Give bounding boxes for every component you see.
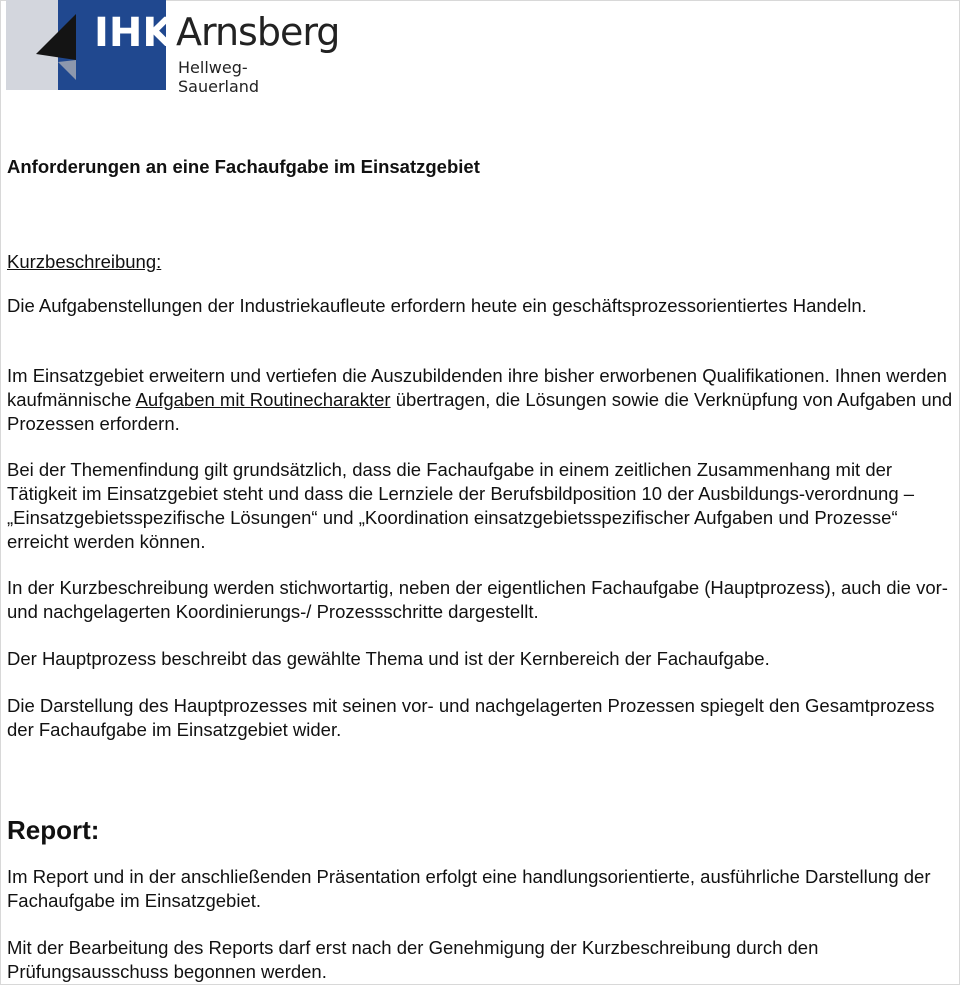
report-paragraph-2: Mit der Bearbeitung des Reports darf erst nach der Genehmigung der Kurzbeschreibung durch den Prüfungsausschuss begonnen werden. xyxy=(7,937,819,982)
kurz-paragraph-3: Bei der Themenfindung gilt grundsätzlich, dass die Fachaufgabe in einem zeitlichen Zusammenhang mit der Tätigkeit im Einsatzgebiet steht und dass die Lernziele der Berufsbildposition 10 der Ausbildungs-verordnung – „Einsatzgebietsspezifische Lösungen“ und „Koordination einsatzgebietsspezifischer Aufgaben und Prozesse“ erreicht werden können. xyxy=(7,459,915,552)
logo-city-text: Arnsberg xyxy=(176,10,340,54)
kurzbeschreibung-heading: Kurzbeschreibung: xyxy=(7,251,162,272)
report-paragraph-1: Im Report und in der anschließenden Präsentation erfolgt eine handlungsorientierte, ausführliche Darstellung der Fachaufgabe im Einsatzgebiet. xyxy=(7,866,931,911)
kurz-paragraph-6: Die Darstellung des Hauptprozesses mit seinen vor- und nachgelagerten Prozessen spiegelt den Gesamtprozess der Fachaufgabe im Einsatzgebiet wider. xyxy=(7,695,935,740)
page-title: Anforderungen an eine Fachaufgabe im Einsatzgebiet xyxy=(7,156,480,177)
logo-region-text: Hellweg-Sauerland xyxy=(178,58,260,96)
kurz-paragraph-1: Die Aufgabenstellungen der Industriekaufleute erfordern heute ein geschäftsprozessorientiertes Handeln. xyxy=(7,295,867,316)
kurz-paragraph-5: Der Hauptprozess beschreibt das gewählte Thema und ist der Kernbereich der Fachaufgabe. xyxy=(7,648,770,669)
logo-triangle-icon xyxy=(28,10,88,82)
kurz-paragraph-4: In der Kurzbeschreibung werden stichwortartig, neben der eigentlichen Fachaufgabe (Hauptprozess), auch die vor- und nachgelagerten Koordinierungs-/ Prozessschritte dargestellt. xyxy=(7,577,948,622)
logo-brand-text: IHK xyxy=(94,10,174,56)
report-heading: Report: xyxy=(7,815,100,845)
kurz-p2-text-b: übertragen, die Lösungen sowie die Verknüpfung von Aufgaben und Prozessen erfordern. xyxy=(7,389,953,434)
kurz-paragraph-2 xyxy=(7,364,960,436)
routinecharakter-link[interactable]: Aufgaben mit Routinecharakter xyxy=(135,389,391,410)
ihk-logo xyxy=(6,0,340,96)
kurz-p2-text-a: Im Einsatzgebiet erweitern und vertiefen die Auszubildenden ihre bisher erworbenen Qualifikationen. Ihnen werden kaufmännische xyxy=(7,365,947,410)
